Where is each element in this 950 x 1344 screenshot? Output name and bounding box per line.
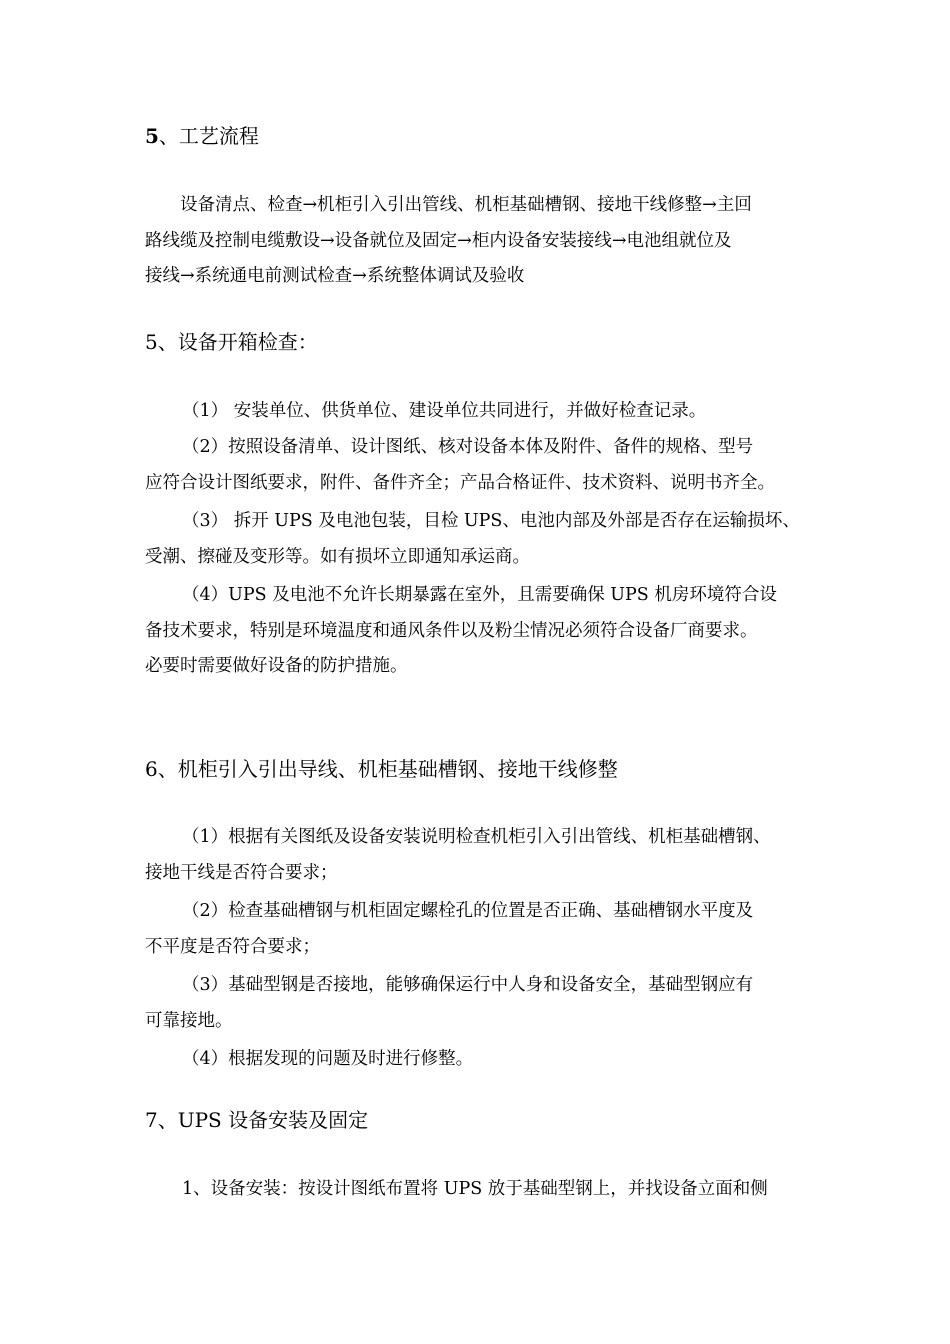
text-line: 应符合设计图纸要求，附件、备件齐全；产品合格证件、技术资料、说明书齐全。 [145, 472, 775, 493]
text-line: （1）根据有关图纸及设备安装说明检查机柜引入引出管线、机柜基础槽钢、 [182, 827, 771, 847]
text-line: （2）按照设备清单、设计图纸、核对设备本体及附件、备件的规格、型号 [182, 437, 754, 457]
text-line: 路线缆及控制电缆敷设→设备就位及固定→柜内设备安装接线→电池组就位及 [145, 230, 732, 251]
text-line: （4）UPS 及电池不允许长期暴露在室外，且需要确保 UPS 机房环境符合设 [182, 585, 777, 605]
text-line: 1、设备安装：按设计图纸布置将 UPS 放于基础型钢上，并找设备立面和侧 [182, 1179, 768, 1199]
text-line: 可靠接地。 [145, 1010, 233, 1031]
text-line: 不平度是否符合要求； [145, 936, 320, 957]
text-line: 设备清点、检查→机柜引入引出管线、机柜基础槽钢、接地干线修整→主回 [180, 195, 752, 215]
text-line: （4）根据发现的问题及时进行修整。 [182, 1049, 474, 1069]
section-heading-unpacking: 5、设备开箱检查： [145, 330, 318, 354]
text-line: （2）检查基础槽钢与机柜固定螺栓孔的位置是否正确、基础槽钢水平度及 [182, 901, 754, 921]
cabinet-item-2 [145, 894, 810, 965]
unpacking-item-2 [145, 430, 810, 501]
cabinet-item-4 [145, 1042, 810, 1078]
section-heading-ups-install: 7、UPS 设备安装及固定 [145, 1108, 369, 1132]
unpacking-item-4 [145, 578, 810, 685]
text-line: （3）基础型钢是否接地，能够确保运行中人身和设备安全，基础型钢应有 [182, 975, 754, 995]
unpacking-item-3 [145, 504, 810, 575]
unpacking-item-1 [145, 394, 810, 430]
section-title: 、工艺流程 [158, 124, 259, 148]
text-line: 受潮、擦碰及变形等。如有损坏立即通知承运商。 [145, 546, 530, 567]
text-line: （3） 拆开 UPS 及电池包装，目检 UPS、电池内部及外部是否存在运输损坏、 [182, 511, 800, 531]
process-paragraph [145, 188, 810, 295]
cabinet-item-1 [145, 820, 810, 891]
ups-install-paragraph [145, 1172, 810, 1208]
section-heading-process [145, 121, 259, 151]
section-heading-cabinet: 6、机柜引入引出导线、机柜基础槽钢、接地干线修整 [145, 757, 618, 781]
text-line: （1） 安装单位、供货单位、建设单位共同进行，并做好检查记录。 [182, 401, 707, 421]
text-line: 接线→系统通电前测试检查→系统整体调试及验收 [145, 266, 525, 286]
text-line: 接地干线是否符合要求； [145, 862, 338, 883]
text-line: 必要时需要做好设备的防护措施。 [145, 656, 408, 676]
text-line: 备技术要求，特别是环境温度和通风条件以及粉尘情况必须符合设备厂商要求。 [145, 620, 758, 641]
cabinet-item-3 [145, 968, 810, 1039]
section-number: 5 [145, 124, 159, 148]
